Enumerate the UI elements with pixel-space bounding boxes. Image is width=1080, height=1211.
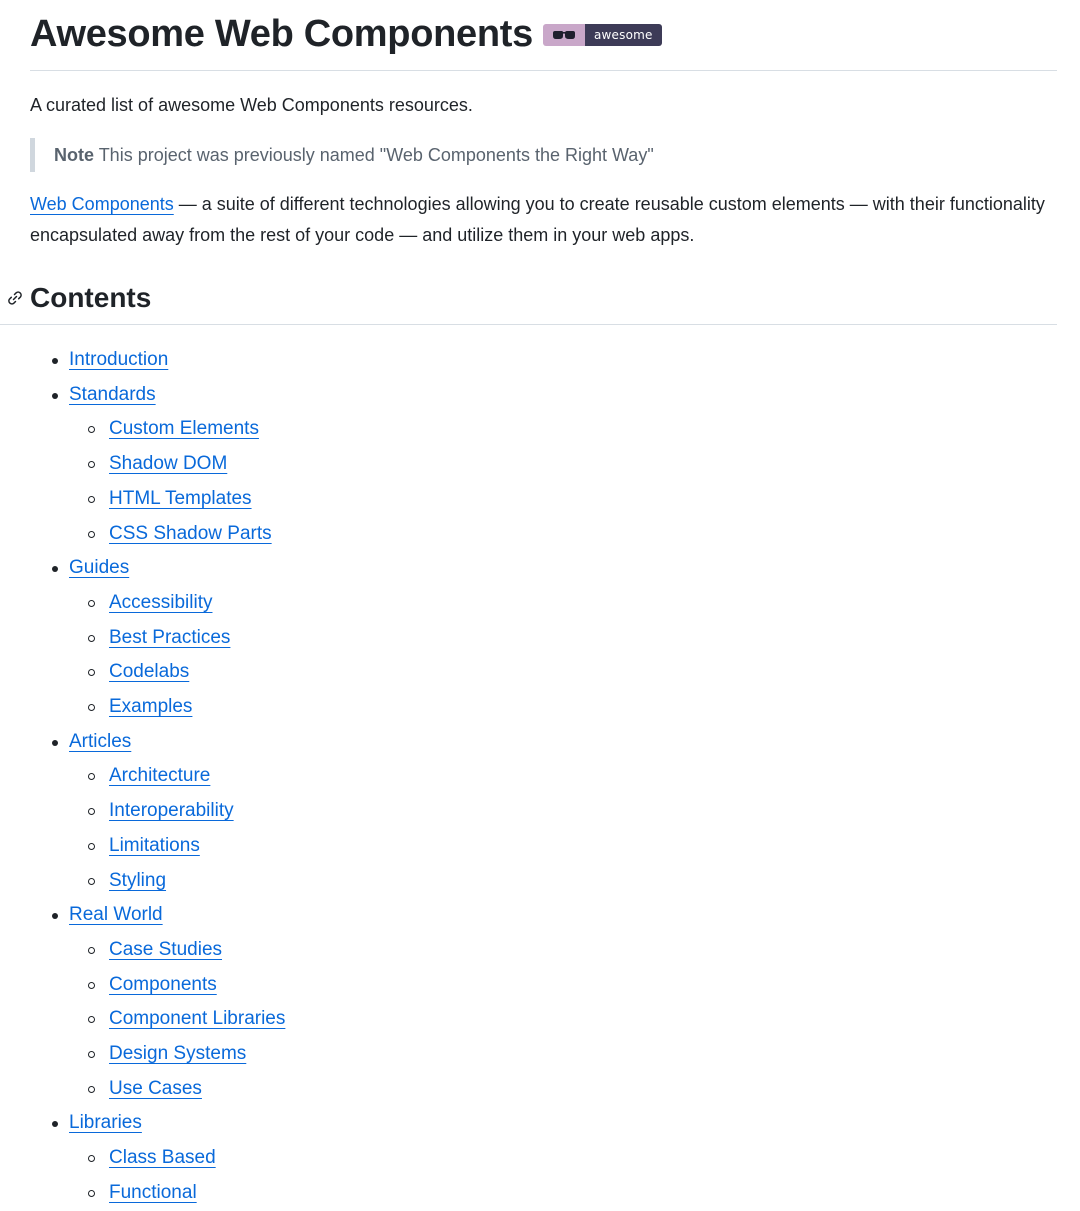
note-blockquote [30, 138, 1030, 172]
page-title: Awesome Web Components [30, 13, 533, 55]
toc-link-best-practices[interactable]: Best Practices [109, 626, 231, 648]
description-text: — a suite of different technologies allowing you to create reusable custom elements — with their functionality encapsulated away from the rest of your code — and utilize them in your web apps. [30, 194, 1045, 245]
note-label: Note [54, 145, 94, 165]
toc-link-real-world[interactable]: Real World [69, 904, 163, 926]
toc-link-css-shadow-parts[interactable]: CSS Shadow Parts [109, 522, 272, 544]
list-item [69, 794, 285, 829]
toc-link-accessibility[interactable]: Accessibility [109, 591, 213, 613]
toc-link-libraries[interactable]: Libraries [69, 1112, 142, 1134]
toc-link-introduction[interactable]: Introduction [69, 349, 169, 370]
list-item [69, 759, 285, 794]
badge-label: awesome [585, 24, 662, 46]
list-item [69, 447, 285, 482]
toc-link-html-templates[interactable]: HTML Templates [109, 487, 252, 509]
list-item [69, 1176, 285, 1211]
list-item [69, 829, 285, 864]
list-item [69, 933, 285, 968]
web-components-link[interactable]: Web Components [30, 194, 174, 214]
list-item [69, 517, 285, 552]
list-item [69, 1037, 285, 1072]
title-row [30, 10, 1057, 71]
toc-link-shadow-dom[interactable]: Shadow DOM [109, 453, 228, 475]
list-item [69, 621, 285, 656]
toc-link-functional[interactable]: Functional [109, 1181, 197, 1203]
sunglasses-icon [543, 24, 585, 46]
toc-link-limitations[interactable]: Limitations [109, 834, 200, 856]
guides-sublist [69, 586, 285, 725]
toc-link-interoperability[interactable]: Interoperability [109, 800, 234, 822]
description-paragraph [30, 189, 1060, 251]
real-world-sublist [69, 933, 285, 1107]
toc-link-architecture[interactable]: Architecture [109, 765, 211, 787]
list-item [69, 655, 285, 690]
toc-link-standards[interactable]: Standards [69, 383, 156, 405]
toc-link-examples[interactable]: Examples [109, 696, 193, 718]
toc-item-guides [0, 551, 285, 725]
toc-link-design-systems[interactable]: Design Systems [109, 1043, 247, 1065]
standards-sublist [69, 412, 285, 551]
list-item [69, 864, 285, 899]
toc-item-introduction [0, 343, 285, 378]
list-item [69, 690, 285, 725]
list-item [69, 412, 285, 447]
toc-item-real-world [0, 898, 285, 1106]
toc-item-articles [0, 725, 285, 899]
link-anchor-icon[interactable] [5, 288, 25, 308]
toc-link-codelabs[interactable]: Codelabs [109, 661, 190, 683]
toc-link-articles[interactable]: Articles [69, 730, 132, 752]
toc-link-custom-elements[interactable]: Custom Elements [109, 418, 259, 440]
toc-link-guides[interactable]: Guides [69, 557, 130, 579]
toc-item-standards [0, 378, 285, 552]
toc-link-use-cases[interactable]: Use Cases [109, 1077, 202, 1099]
list-item [69, 1002, 285, 1037]
libraries-sublist [69, 1141, 285, 1210]
toc-item-libraries [0, 1106, 285, 1210]
toc-link-components[interactable]: Components [109, 973, 217, 995]
list-item [69, 1072, 285, 1107]
note-text: This project was previously named "Web Components the Right Way" [98, 145, 654, 165]
intro-text: A curated list of awesome Web Components resources. [30, 95, 473, 115]
toc-link-styling[interactable]: Styling [109, 869, 167, 891]
toc-link-component-libraries[interactable]: Component Libraries [109, 1008, 286, 1030]
toc-link-case-studies[interactable]: Case Studies [109, 938, 223, 960]
contents-heading: Contents [30, 282, 152, 313]
contents-heading-row [0, 280, 1057, 325]
awesome-badge[interactable] [543, 24, 662, 46]
contents-list [0, 343, 285, 1211]
toc-link-class-based[interactable]: Class Based [109, 1147, 216, 1169]
articles-sublist [69, 759, 285, 898]
list-item [69, 482, 285, 517]
list-item [69, 968, 285, 1003]
list-item [69, 586, 285, 621]
list-item [69, 1141, 285, 1176]
